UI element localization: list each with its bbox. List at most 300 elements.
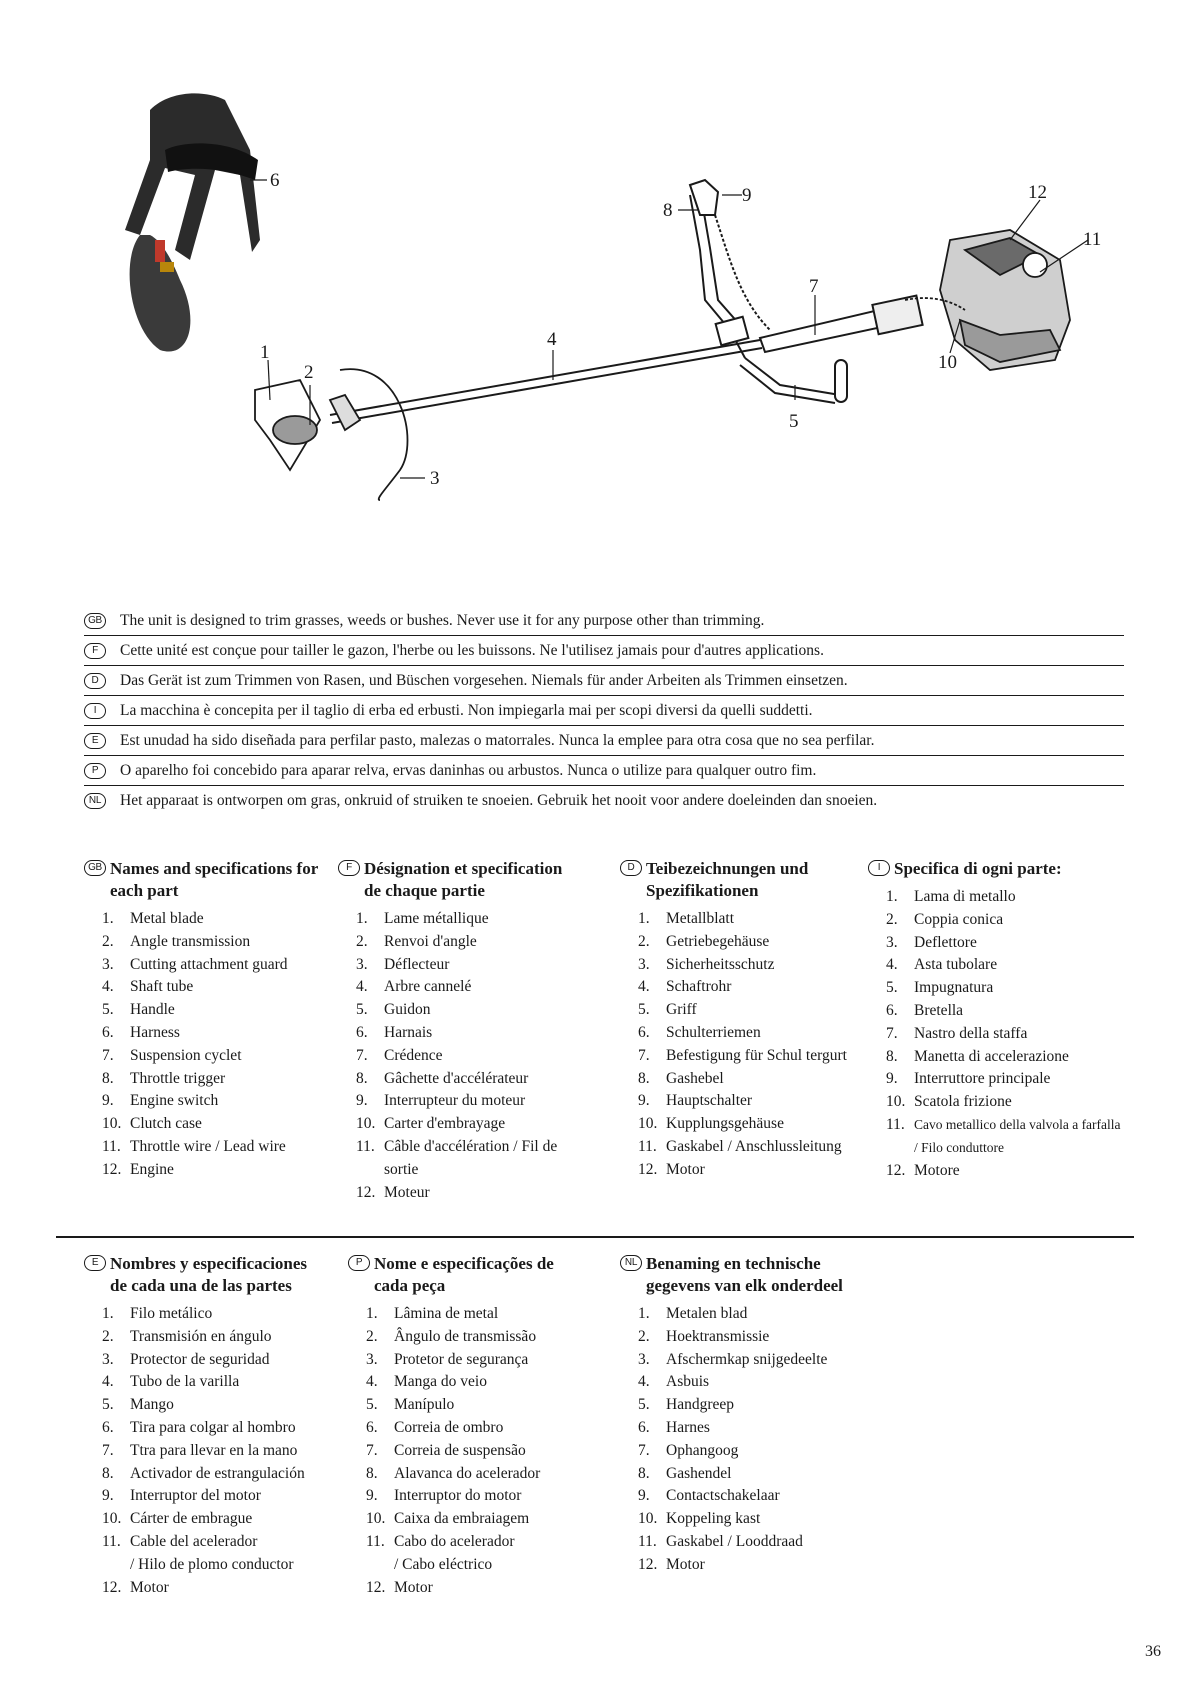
item-number: 11. bbox=[366, 1532, 385, 1550]
parts-list-header bbox=[620, 858, 870, 902]
list-item bbox=[356, 931, 588, 954]
item-label: Motor bbox=[394, 1578, 433, 1596]
item-number: 2. bbox=[102, 1327, 114, 1345]
list-item bbox=[638, 1068, 870, 1091]
item-number: 7. bbox=[356, 1046, 368, 1064]
item-number: 6. bbox=[102, 1023, 114, 1041]
list-item bbox=[366, 1440, 598, 1463]
list-item bbox=[102, 1159, 334, 1182]
purpose-row-p bbox=[84, 756, 1124, 786]
item-label: Harness bbox=[130, 1023, 180, 1041]
item-label: Guidon bbox=[384, 1001, 431, 1019]
callout-2: 2 bbox=[304, 362, 314, 383]
item-number: 3. bbox=[102, 1350, 114, 1368]
list-item bbox=[102, 1045, 334, 1068]
purpose-text-gb: The unit is designed to trim grasses, weeds or bushes. Never use it for any purpose other than trimming. bbox=[120, 611, 765, 629]
language-badge: GB bbox=[84, 860, 106, 876]
item-number: 4. bbox=[886, 956, 898, 974]
purpose-text-nl: Het apparaat is ontworpen om gras, onkruid of struiken te snoeien. Gebruik het nooit voor andere doeleinden dan snoeien. bbox=[120, 792, 878, 809]
item-label: Crédence bbox=[384, 1046, 443, 1064]
list-item bbox=[638, 1485, 870, 1508]
item-number: 4. bbox=[638, 1373, 650, 1391]
item-label: Throttle trigger bbox=[130, 1069, 226, 1087]
item-label: Gaskabel / Anschlussleitung bbox=[666, 1137, 842, 1155]
item-number: 10. bbox=[366, 1510, 386, 1528]
list-item bbox=[366, 1417, 598, 1440]
language-badge: NL bbox=[620, 1255, 642, 1271]
language-badge: F bbox=[338, 860, 360, 876]
item-number: 1. bbox=[356, 910, 368, 927]
parts-list-items bbox=[84, 908, 334, 1182]
list-item bbox=[886, 932, 1158, 955]
item-number: 11. bbox=[102, 1532, 121, 1550]
parts-list-items bbox=[620, 1303, 870, 1577]
item-label: Câble d'accélération / Fil de sortie bbox=[384, 1137, 558, 1178]
item-label: Tira para colgar al hombro bbox=[130, 1418, 296, 1436]
item-label: Scatola frizione bbox=[914, 1093, 1012, 1111]
section-divider bbox=[56, 1236, 1134, 1238]
callout-12: 12 bbox=[1028, 182, 1047, 203]
item-number: 7. bbox=[886, 1024, 898, 1042]
list-item bbox=[886, 977, 1158, 1000]
list-item bbox=[886, 1114, 1158, 1160]
purpose-row-d bbox=[84, 666, 1124, 696]
item-number: 10. bbox=[638, 1510, 658, 1528]
list-item bbox=[886, 1046, 1158, 1069]
list-item bbox=[638, 1417, 870, 1440]
list-item bbox=[366, 1463, 598, 1486]
list-item bbox=[638, 1045, 870, 1068]
list-item bbox=[638, 1463, 870, 1486]
item-number: 12. bbox=[366, 1578, 386, 1596]
parts-list-items bbox=[84, 1303, 334, 1599]
item-number: 7. bbox=[638, 1441, 650, 1459]
item-number: 12. bbox=[102, 1160, 122, 1178]
item-number: 7. bbox=[102, 1046, 114, 1064]
list-item bbox=[102, 1508, 334, 1531]
language-badge-p: P bbox=[84, 763, 106, 779]
purpose-text-d: Das Gerät ist zum Trimmen von Rasen, und Büschen vorgesehen. Niemals für ander Arbeiten als Trimmen einsetzen. bbox=[120, 671, 848, 689]
list-item bbox=[356, 1136, 588, 1182]
item-number: 7. bbox=[638, 1046, 650, 1064]
item-number: 5. bbox=[638, 1396, 650, 1414]
purpose-row-i bbox=[84, 696, 1124, 726]
item-number: 6. bbox=[638, 1023, 650, 1041]
item-number: 3. bbox=[366, 1350, 378, 1368]
item-label: Correia de ombro bbox=[394, 1418, 504, 1436]
item-label: Carter d'embrayage bbox=[384, 1115, 506, 1133]
item-label: Harnes bbox=[666, 1418, 710, 1436]
list-item bbox=[356, 1182, 588, 1205]
callout-5: 5 bbox=[789, 411, 799, 432]
language-badge: D bbox=[620, 860, 642, 876]
item-label: Manga do veio bbox=[394, 1373, 487, 1391]
shaft-drawing bbox=[330, 296, 923, 423]
parts-list-header bbox=[868, 858, 1158, 880]
item-label: Metal blade bbox=[130, 910, 204, 927]
item-label: Cutting attachment guard bbox=[130, 955, 288, 973]
list-item bbox=[102, 954, 334, 977]
parts-list-p bbox=[348, 1253, 598, 1599]
item-label: Cárter de embrague bbox=[130, 1510, 253, 1528]
parts-list-title: Nombres y especificaciones de cada una de las partes bbox=[110, 1254, 308, 1295]
callout-8: 8 bbox=[663, 200, 673, 221]
list-item bbox=[102, 1417, 334, 1440]
item-number: 5. bbox=[102, 1396, 114, 1414]
list-item bbox=[638, 1349, 870, 1372]
list-item bbox=[638, 1394, 870, 1417]
parts-list-items bbox=[338, 908, 588, 1204]
item-label: Afschermkap snijgedeelte bbox=[666, 1350, 828, 1368]
item-number: 1. bbox=[638, 910, 650, 927]
purpose-text-i: La macchina è concepita per il taglio di erba ed erbusti. Non impiegarla mai per scopi diversi da quelli suddetti. bbox=[120, 701, 813, 719]
item-label: Ângulo de transmissão bbox=[394, 1327, 537, 1345]
list-item bbox=[356, 954, 588, 977]
list-item bbox=[638, 931, 870, 954]
item-label: Protector de seguridad bbox=[130, 1350, 270, 1368]
list-item bbox=[638, 1531, 870, 1554]
item-label: Handgreep bbox=[666, 1396, 734, 1414]
list-item bbox=[356, 999, 588, 1022]
item-label: Cabo do acelerador / Cabo eléctrico bbox=[394, 1532, 515, 1573]
list-item bbox=[886, 1068, 1158, 1091]
list-item bbox=[638, 1440, 870, 1463]
item-label: Befestigung für Schul tergurt bbox=[666, 1046, 847, 1064]
item-number: 7. bbox=[366, 1441, 378, 1459]
item-number: 10. bbox=[356, 1115, 376, 1133]
list-item bbox=[886, 1091, 1158, 1114]
item-label: Contactschakelaar bbox=[666, 1487, 780, 1505]
language-badge-nl: NL bbox=[84, 793, 106, 809]
list-item bbox=[886, 1000, 1158, 1023]
item-number: 5. bbox=[366, 1396, 378, 1414]
parts-list-title: Teibezeichnungen und Spezifikationen bbox=[646, 859, 809, 900]
purpose-text-e: Est unudad ha sido diseñada para perfilar pasto, malezas o matorrales. Nunca la emplee para otra cosa que no sea perfilar. bbox=[120, 731, 875, 749]
list-item bbox=[366, 1394, 598, 1417]
list-item bbox=[102, 1136, 334, 1159]
item-number: 10. bbox=[886, 1093, 906, 1111]
item-label: Ttra para llevar en la mano bbox=[130, 1441, 298, 1459]
list-item bbox=[102, 1090, 334, 1113]
item-number: 1. bbox=[102, 910, 114, 927]
list-item bbox=[638, 908, 870, 931]
item-label: Activador de estrangulación bbox=[130, 1464, 305, 1482]
item-number: 12. bbox=[638, 1555, 658, 1573]
callout-3: 3 bbox=[430, 468, 440, 489]
item-number: 1. bbox=[638, 1305, 650, 1322]
item-label: Suspension cyclet bbox=[130, 1046, 242, 1064]
item-label: Hauptschalter bbox=[666, 1092, 753, 1110]
list-item bbox=[886, 886, 1158, 909]
list-item bbox=[102, 999, 334, 1022]
list-item bbox=[102, 1371, 334, 1394]
item-label: Correia de suspensão bbox=[394, 1441, 526, 1459]
item-number: 1. bbox=[886, 888, 898, 905]
item-label: Motor bbox=[130, 1578, 169, 1596]
purpose-row-nl bbox=[84, 786, 1124, 816]
parts-list-i bbox=[868, 858, 1158, 1182]
item-label: Alavanca do acelerador bbox=[394, 1464, 541, 1482]
list-item bbox=[102, 1113, 334, 1136]
item-label: Gaskabel / Looddraad bbox=[666, 1532, 803, 1550]
language-badge-gb: GB bbox=[84, 613, 106, 629]
item-number: 8. bbox=[638, 1464, 650, 1482]
item-label: Ophangoog bbox=[666, 1441, 739, 1459]
list-item bbox=[366, 1531, 598, 1577]
engine-drawing bbox=[905, 230, 1070, 370]
item-label: Engine switch bbox=[130, 1092, 219, 1110]
item-label: Renvoi d'angle bbox=[384, 932, 477, 950]
list-item bbox=[366, 1577, 598, 1600]
item-number: 3. bbox=[638, 1350, 650, 1368]
item-label: Kupplungsgehäuse bbox=[666, 1115, 784, 1133]
item-number: 5. bbox=[102, 1001, 114, 1019]
list-item bbox=[102, 1394, 334, 1417]
list-item bbox=[102, 1303, 334, 1326]
parts-list-nl bbox=[620, 1253, 870, 1577]
item-number: 1. bbox=[102, 1305, 114, 1322]
item-number: 11. bbox=[356, 1137, 375, 1155]
item-label: Transmisión en ángulo bbox=[130, 1327, 272, 1345]
item-label: Koppeling kast bbox=[666, 1510, 761, 1528]
item-label: Griff bbox=[666, 1001, 697, 1019]
list-item bbox=[638, 999, 870, 1022]
parts-list-header bbox=[338, 858, 588, 902]
callout-1: 1 bbox=[260, 342, 270, 363]
item-label: Nastro della staffa bbox=[914, 1024, 1028, 1042]
list-item bbox=[102, 1349, 334, 1372]
item-number: 2. bbox=[102, 932, 114, 950]
language-badge: I bbox=[868, 860, 890, 876]
list-item bbox=[356, 1068, 588, 1091]
item-number: 10. bbox=[102, 1115, 122, 1133]
parts-list-items bbox=[348, 1303, 598, 1599]
item-label: Interruttore principale bbox=[914, 1070, 1051, 1088]
list-item bbox=[102, 1531, 334, 1577]
item-number: 8. bbox=[638, 1069, 650, 1087]
blade-drawing bbox=[255, 369, 408, 500]
item-label: Sicherheitsschutz bbox=[666, 955, 775, 973]
item-number: 9. bbox=[638, 1092, 650, 1110]
list-item bbox=[356, 1113, 588, 1136]
item-label: Metalen blad bbox=[666, 1305, 748, 1322]
item-label: Caixa da embraiagem bbox=[394, 1510, 530, 1528]
list-item bbox=[638, 1508, 870, 1531]
list-item bbox=[102, 908, 334, 931]
parts-list-header bbox=[620, 1253, 870, 1297]
list-item bbox=[102, 1068, 334, 1091]
item-label: Lâmina de metal bbox=[394, 1305, 499, 1322]
item-label: Interruptor do motor bbox=[394, 1487, 522, 1505]
language-badge: E bbox=[84, 1255, 106, 1271]
item-label: Cavo metallico della valvola a farfalla / Filo conduttore bbox=[914, 1116, 1121, 1155]
list-item bbox=[366, 1303, 598, 1326]
item-label: Interruptor del motor bbox=[130, 1487, 261, 1505]
list-item bbox=[356, 1022, 588, 1045]
item-label: Filo metálico bbox=[130, 1305, 213, 1322]
list-item bbox=[366, 1371, 598, 1394]
list-item bbox=[638, 1303, 870, 1326]
list-item bbox=[102, 976, 334, 999]
item-number: 7. bbox=[102, 1441, 114, 1459]
item-label: Arbre cannelé bbox=[384, 978, 472, 996]
list-item bbox=[886, 954, 1158, 977]
handle-drawing bbox=[690, 180, 847, 403]
item-number: 8. bbox=[102, 1464, 114, 1482]
item-number: 8. bbox=[356, 1069, 368, 1087]
parts-list-items bbox=[868, 886, 1158, 1182]
parts-list-items bbox=[620, 908, 870, 1182]
item-number: 10. bbox=[102, 1510, 122, 1528]
list-item bbox=[886, 909, 1158, 932]
list-item bbox=[356, 1045, 588, 1068]
list-item bbox=[102, 1577, 334, 1600]
parts-list-header bbox=[348, 1253, 598, 1297]
item-label: Schaftrohr bbox=[666, 978, 732, 996]
item-number: 2. bbox=[356, 932, 368, 950]
parts-list-title: Benaming en technische gegevens van elk onderdeel bbox=[646, 1254, 843, 1295]
list-item bbox=[638, 1136, 870, 1159]
brushcutter-illustration bbox=[0, 0, 1191, 560]
language-badge-i: I bbox=[84, 703, 106, 719]
purpose-text-f: Cette unité est conçue pour tailler le gazon, l'herbe ou les buissons. Ne l'utilisez jamais pour d'autres applications. bbox=[120, 641, 824, 659]
item-label: Gâchette d'accélérateur bbox=[384, 1069, 529, 1087]
callout-11: 11 bbox=[1083, 229, 1102, 250]
item-label: Schulterriemen bbox=[666, 1023, 761, 1041]
item-number: 1. bbox=[366, 1305, 378, 1322]
item-label: Motore bbox=[914, 1161, 960, 1179]
parts-list-title: Nome e especificações de cada peça bbox=[374, 1254, 554, 1295]
parts-list-gb bbox=[84, 858, 334, 1182]
purpose-text-p: O aparelho foi concebido para aparar relva, ervas daninhas ou arbustos. Nunca o utilize para qualquer outro fim. bbox=[120, 761, 817, 779]
item-number: 5. bbox=[886, 979, 898, 997]
item-label: Déflecteur bbox=[384, 955, 450, 973]
item-label: Tubo de la varilla bbox=[130, 1373, 240, 1391]
item-label: Metallblatt bbox=[666, 910, 735, 927]
item-label: Hoektransmissie bbox=[666, 1327, 770, 1345]
item-label: Impugnatura bbox=[914, 979, 994, 997]
item-number: 12. bbox=[886, 1161, 906, 1179]
list-item bbox=[102, 1485, 334, 1508]
item-label: Throttle wire / Lead wire bbox=[130, 1137, 286, 1155]
item-number: 9. bbox=[356, 1092, 368, 1110]
list-item bbox=[356, 976, 588, 999]
list-item bbox=[366, 1508, 598, 1531]
item-number: 2. bbox=[886, 910, 898, 928]
parts-list-title: Specifica di ogni parte: bbox=[894, 859, 1062, 878]
list-item bbox=[366, 1326, 598, 1349]
item-number: 5. bbox=[638, 1001, 650, 1019]
item-label: Asta tubolare bbox=[914, 956, 998, 974]
list-item bbox=[102, 1463, 334, 1486]
list-item bbox=[638, 1371, 870, 1394]
item-label: Gashendel bbox=[666, 1464, 732, 1482]
parts-list-header bbox=[84, 1253, 334, 1297]
item-number: 12. bbox=[356, 1183, 376, 1201]
item-number: 6. bbox=[356, 1023, 368, 1041]
page-number: 36 bbox=[1145, 1643, 1161, 1660]
callout-10: 10 bbox=[938, 352, 957, 373]
list-item bbox=[638, 1113, 870, 1136]
item-number: 10. bbox=[638, 1115, 658, 1133]
parts-list-e bbox=[84, 1253, 334, 1599]
callout-9: 9 bbox=[742, 185, 752, 206]
item-number: 9. bbox=[886, 1070, 898, 1088]
purpose-row-f bbox=[84, 636, 1124, 666]
item-label: Gashebel bbox=[666, 1069, 724, 1087]
item-number: 3. bbox=[638, 955, 650, 973]
item-number: 3. bbox=[886, 933, 898, 951]
parts-list-d bbox=[620, 858, 870, 1182]
item-number: 9. bbox=[638, 1487, 650, 1505]
list-item bbox=[366, 1485, 598, 1508]
item-number: 4. bbox=[366, 1373, 378, 1391]
list-item bbox=[356, 908, 588, 931]
parts-list-title: Names and specifications for each part bbox=[110, 859, 318, 900]
item-number: 9. bbox=[102, 1487, 114, 1505]
item-label: Harnais bbox=[384, 1023, 433, 1041]
list-item bbox=[366, 1349, 598, 1372]
item-number: 3. bbox=[102, 955, 114, 973]
language-badge-f: F bbox=[84, 643, 106, 659]
item-number: 11. bbox=[886, 1115, 905, 1133]
item-number: 4. bbox=[356, 978, 368, 996]
list-item bbox=[102, 931, 334, 954]
item-label: Clutch case bbox=[130, 1115, 202, 1133]
item-number: 8. bbox=[102, 1069, 114, 1087]
parts-list-f bbox=[338, 858, 588, 1204]
item-label: Getriebegehäuse bbox=[666, 932, 770, 950]
item-number: 4. bbox=[102, 1373, 114, 1391]
parts-list-title: Désignation et specification de chaque partie bbox=[364, 859, 563, 900]
list-item bbox=[638, 954, 870, 977]
item-label: Manetta di accelerazione bbox=[914, 1047, 1069, 1065]
callout-6: 6 bbox=[270, 170, 280, 191]
item-label: Angle transmission bbox=[130, 932, 251, 950]
item-number: 12. bbox=[102, 1578, 122, 1596]
item-label: Shaft tube bbox=[130, 978, 194, 996]
list-item bbox=[638, 1090, 870, 1113]
item-label: Interrupteur du moteur bbox=[384, 1092, 526, 1110]
language-badge-d: D bbox=[84, 673, 106, 689]
callout-4: 4 bbox=[547, 329, 557, 350]
item-number: 6. bbox=[886, 1001, 898, 1019]
list-item bbox=[102, 1440, 334, 1463]
list-item bbox=[638, 1022, 870, 1045]
list-item bbox=[356, 1090, 588, 1113]
callout-7: 7 bbox=[809, 276, 819, 297]
item-number: 4. bbox=[102, 978, 114, 996]
list-item bbox=[638, 1159, 870, 1182]
item-number: 2. bbox=[638, 1327, 650, 1345]
item-number: 11. bbox=[638, 1532, 657, 1550]
item-number: 12. bbox=[638, 1160, 658, 1178]
item-label: Coppia conica bbox=[914, 910, 1004, 928]
harness-drawing bbox=[125, 93, 260, 351]
item-label: Moteur bbox=[384, 1183, 430, 1201]
item-label: Cable del acelerador / Hilo de plomo conductor bbox=[130, 1532, 294, 1573]
item-number: 6. bbox=[638, 1418, 650, 1436]
item-label: Engine bbox=[130, 1160, 174, 1178]
intended-use-statements bbox=[84, 606, 1124, 816]
item-label: Handle bbox=[130, 1001, 175, 1019]
purpose-row-gb bbox=[84, 606, 1124, 636]
item-number: 11. bbox=[102, 1137, 121, 1155]
list-item bbox=[638, 1326, 870, 1349]
list-item bbox=[102, 1022, 334, 1045]
item-number: 2. bbox=[638, 932, 650, 950]
item-number: 9. bbox=[366, 1487, 378, 1505]
